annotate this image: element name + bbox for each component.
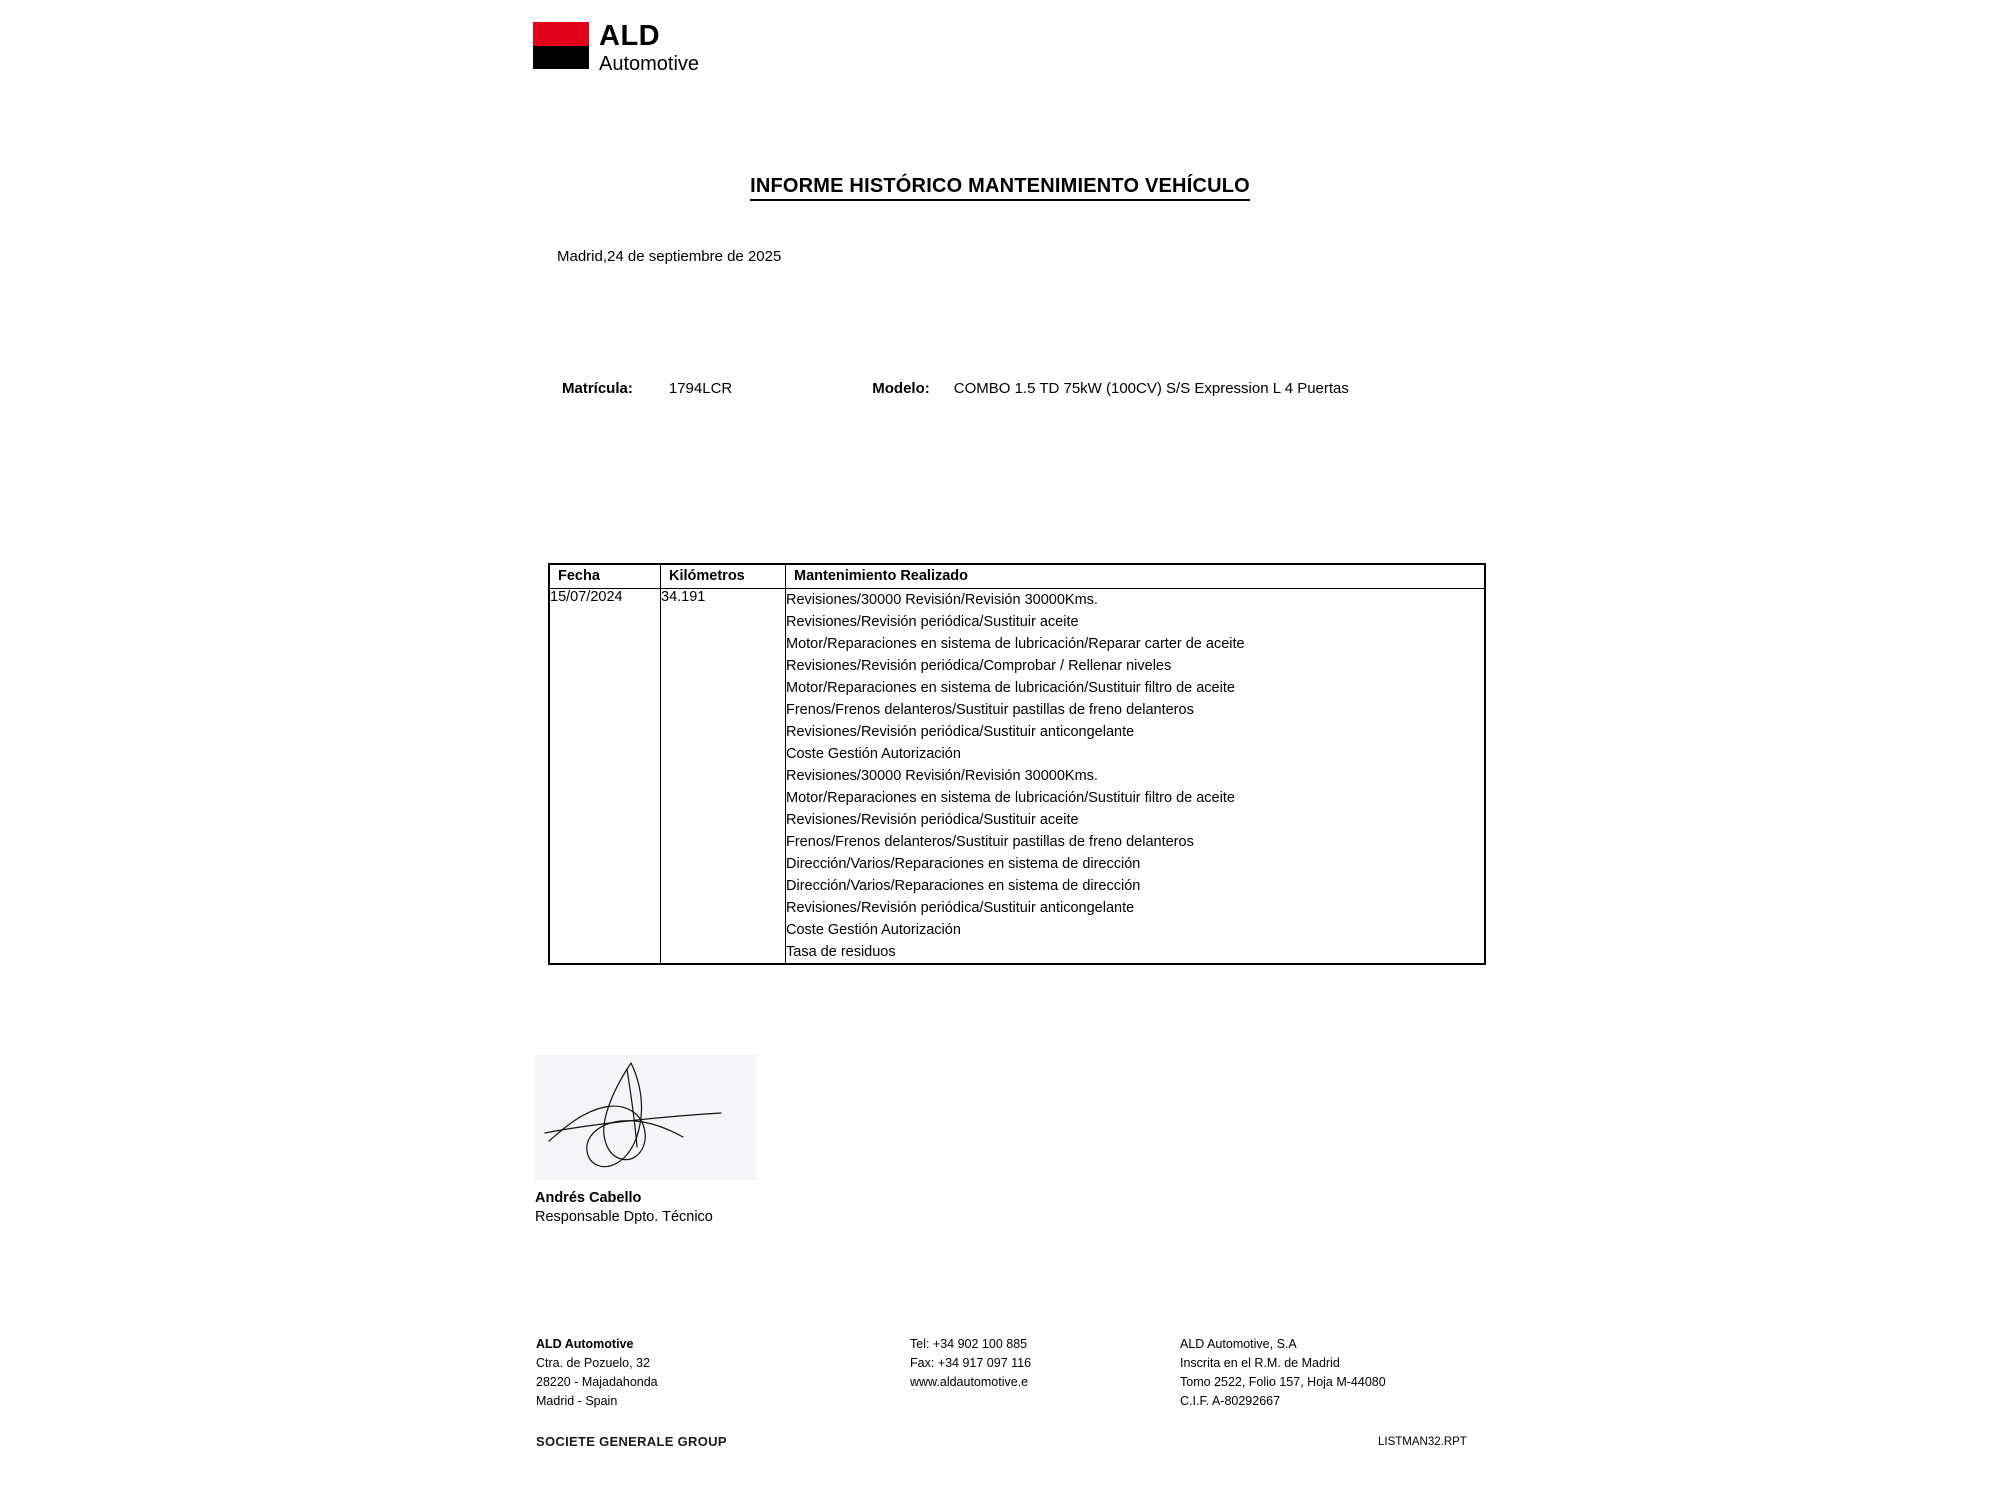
maintenance-history-table xyxy=(548,563,1486,965)
work-line: Frenos/Frenos delanteros/Sustituir pastillas de freno delanteros xyxy=(786,702,1194,718)
cell-date: 15/07/2024 xyxy=(550,589,661,964)
table-header-row xyxy=(550,565,1484,589)
work-line: Dirección/Varios/Reparaciones en sistema de dirección xyxy=(786,878,1141,894)
cell-work-list xyxy=(786,589,1485,964)
column-header-work: Mantenimiento Realizado xyxy=(786,565,1485,589)
footer-legal-line: Tomo 2522, Folio 157, Hoja M-44080 xyxy=(1180,1375,1386,1389)
logo-mark-bottom xyxy=(533,46,589,70)
signer-name: Andrés Cabello xyxy=(535,1190,642,1206)
ald-logo xyxy=(533,22,699,74)
logo-mark-top xyxy=(533,22,589,46)
table-row xyxy=(550,589,1484,964)
work-line: Motor/Reparaciones en sistema de lubricación/Sustituir filtro de aceite xyxy=(786,680,1235,696)
footer-report-id: LISTMAN32.RPT xyxy=(1378,1436,1467,1448)
place-date: Madrid,24 de septiembre de 2025 xyxy=(557,248,782,265)
work-line: Revisiones/Revisión periódica/Sustituir aceite xyxy=(786,812,1079,828)
work-line: Revisiones/Revisión periódica/Comprobar / Rellenar niveles xyxy=(786,658,1172,674)
work-line: Motor/Reparaciones en sistema de lubricación/Sustituir filtro de aceite xyxy=(786,790,1235,806)
footer-fax: Fax: +34 917 097 116 xyxy=(910,1356,1032,1370)
cell-km: 34.191 xyxy=(661,589,786,964)
footer-legal-line: ALD Automotive, S.A xyxy=(1180,1337,1297,1351)
footer-group: SOCIETE GENERALE GROUP xyxy=(536,1434,727,1449)
footer-legal-line: C.I.F. A-80292667 xyxy=(1180,1394,1281,1408)
footer-phone: Tel: +34 902 100 885 xyxy=(910,1337,1028,1351)
work-line: Dirección/Varios/Reparaciones en sistema de dirección xyxy=(786,856,1141,872)
footer-legal-line: Inscrita en el R.M. de Madrid xyxy=(1180,1356,1340,1370)
work-line: Revisiones/Revisión periódica/Sustituir aceite xyxy=(786,614,1079,630)
model-label: Modelo: xyxy=(872,380,930,397)
plate-label: Matrícula: xyxy=(562,380,633,397)
signature-image xyxy=(535,1055,757,1180)
ald-logo-mark-icon xyxy=(533,22,589,69)
work-line: Coste Gestión Autorización xyxy=(786,746,961,762)
page-title-text: INFORME HISTÓRICO MANTENIMIENTO VEHÍCULO xyxy=(750,175,1250,201)
signature-block xyxy=(535,1055,765,1225)
footer-company: ALD Automotive xyxy=(536,1337,634,1351)
footer-legal xyxy=(1180,1335,1386,1411)
work-line: Revisiones/Revisión periódica/Sustituir anticongelante xyxy=(786,724,1135,740)
footer-address-line: Ctra. de Pozuelo, 32 xyxy=(536,1356,650,1370)
signer-role: Responsable Dpto. Técnico xyxy=(535,1209,713,1225)
work-line: Revisiones/30000 Revisión/Revisión 30000Kms. xyxy=(786,592,1098,608)
work-line: Coste Gestión Autorización xyxy=(786,922,961,938)
footer-address-line: 28220 - Majadahonda xyxy=(536,1375,658,1389)
work-line: Revisiones/Revisión periódica/Sustituir anticongelante xyxy=(786,900,1135,916)
ald-logo-text xyxy=(599,22,699,74)
handwritten-signature-icon xyxy=(535,1055,757,1180)
footer-address xyxy=(536,1335,658,1411)
column-header-date: Fecha xyxy=(550,565,661,589)
work-line: Frenos/Frenos delanteros/Sustituir pastillas de freno delanteros xyxy=(786,834,1194,850)
page-title xyxy=(0,175,2000,198)
footer-address-line: Madrid - Spain xyxy=(536,1394,618,1408)
brand-subname: Automotive xyxy=(599,53,700,75)
vehicle-info xyxy=(562,380,1349,397)
brand-name: ALD xyxy=(599,20,661,52)
column-header-km: Kilómetros xyxy=(661,565,786,589)
work-line: Revisiones/30000 Revisión/Revisión 30000Kms. xyxy=(786,768,1098,784)
model-value: COMBO 1.5 TD 75kW (100CV) S/S Expression L 4 Puertas xyxy=(953,380,1349,397)
footer-contact xyxy=(910,1335,1031,1392)
plate-value: 1794LCR xyxy=(668,380,733,397)
work-line: Tasa de residuos xyxy=(786,944,896,960)
footer-website[interactable]: www.aldautomotive.e xyxy=(910,1375,1029,1389)
work-line: Motor/Reparaciones en sistema de lubricación/Reparar carter de aceite xyxy=(786,636,1245,652)
